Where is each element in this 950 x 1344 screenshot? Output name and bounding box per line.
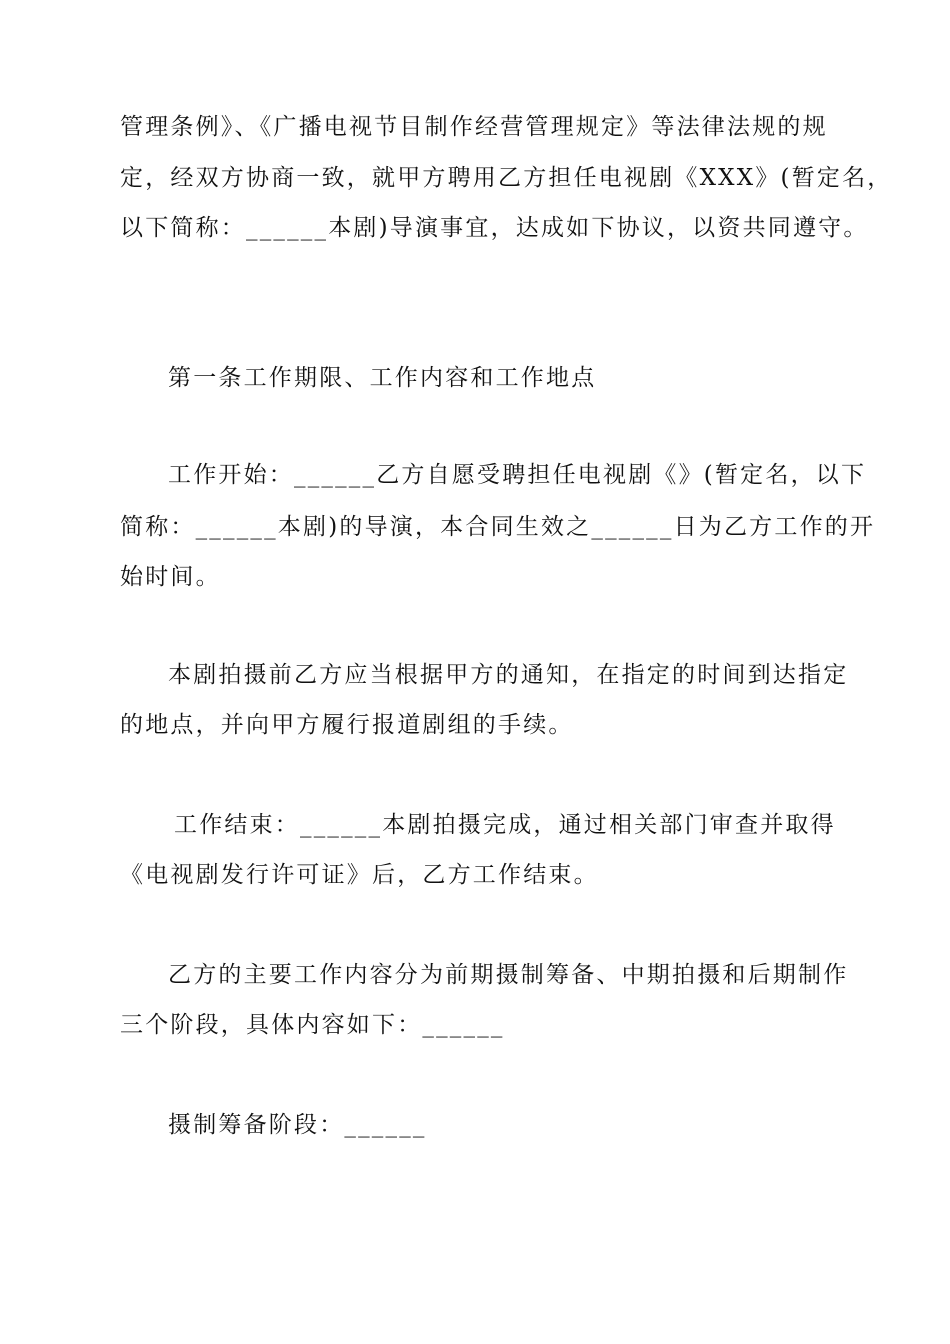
paragraph-preamble-line-3: 以下简称：______本剧)导演事宜，达成如下协议，以资共同遵守。: [120, 215, 869, 241]
article-heading: 第一条工作期限、工作内容和工作地点: [168, 365, 597, 391]
paragraph-work-end-line-1: 工作结束：______本剧拍摄完成，通过相关部门审查并取得: [174, 812, 836, 838]
paragraph-preamble-line-2: 定，经双方协商一致，就甲方聘用乙方担任电视剧《XXX》(暂定名，: [120, 165, 893, 191]
paragraph-preamble-line-1: 管理条例》、《广播电视节目制作经营管理规定》等法律法规的规: [120, 114, 828, 140]
paragraph-preparation-stage: 摄制筹备阶段：______: [168, 1112, 427, 1138]
paragraph-report-line-1: 本剧拍摄前乙方应当根据甲方的通知，在指定的时间到达指定: [168, 662, 849, 688]
paragraph-work-start-line-3: 始时间。: [120, 564, 221, 590]
paragraph-work-content-line-2: 三个阶段，具体内容如下：______: [120, 1012, 505, 1038]
paragraph-work-content-line-1: 乙方的主要工作内容分为前期摄制筹备、中期拍摄和后期制作: [168, 962, 849, 988]
paragraph-work-start-line-1: 工作开始：______乙方自愿受聘担任电视剧《》(暂定名，以下: [168, 462, 867, 488]
paragraph-report-line-2: 的地点，并向甲方履行报道剧组的手续。: [120, 712, 574, 738]
paragraph-work-start-line-2: 简称：______本剧)的导演，本合同生效之______日为乙方工作的开: [120, 514, 876, 540]
paragraph-work-end-line-2: 《电视剧发行许可证》后，乙方工作结束。: [120, 862, 599, 888]
